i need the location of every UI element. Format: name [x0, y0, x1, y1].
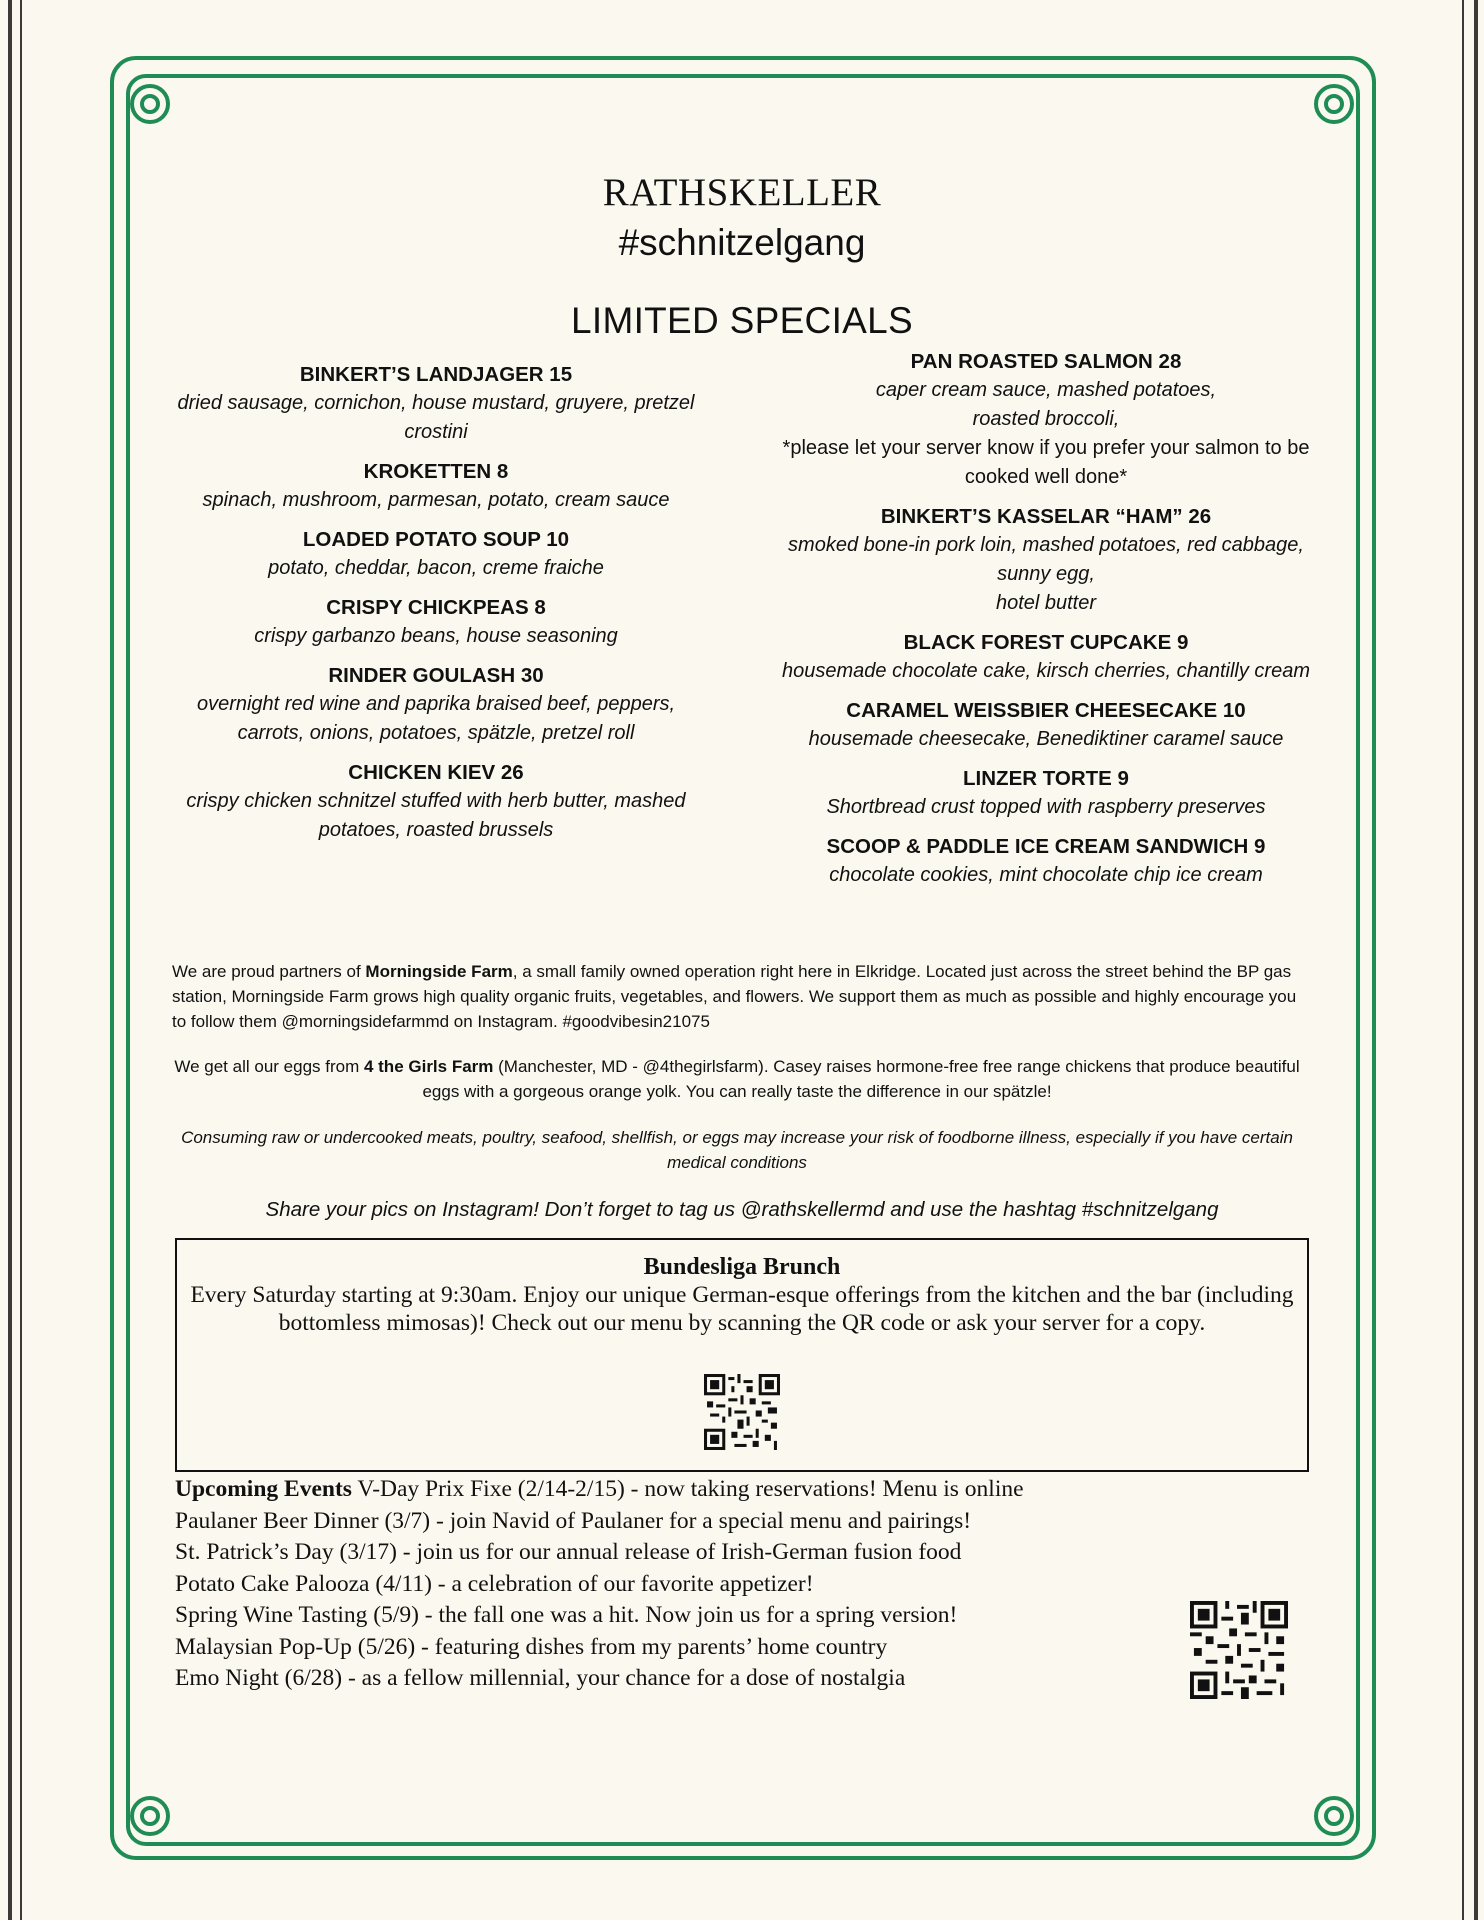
menu-item-name: SCOOP & PADDLE ICE CREAM SANDWICH 9 — [826, 835, 1266, 858]
event-item: St. Patrick’s Day (3/17) - join us for our annual release of Irish-German fusion food — [175, 1539, 962, 1565]
menu-item-desc: housemade cheesecake, Benediktiner caramel sauce — [808, 728, 1284, 750]
menu-item-name: CRISPY CHICKPEAS 8 — [326, 596, 546, 619]
eggs-farm-name: 4 the Girls Farm — [363, 1057, 494, 1076]
menu-item — [170, 457, 702, 515]
title-block — [0, 168, 1484, 268]
menu-item-desc: spinach, mushroom, parmesan, potato, cream sauce — [202, 489, 670, 511]
eggs-prefix: We get all our eggs from — [174, 1057, 364, 1076]
event-item: V-Day Prix Fixe (2/14-2/15) - now taking reservations! Menu is online — [357, 1476, 1024, 1502]
farm-text: , a small family owned operation right here in Elkridge. Located just across the street behind the BP gas station, Morningside Farm grows high quality organic fruits, vegetables, and flowers. We support them as much as possible and highly encourage you to follow them @morningsidefarmmd on Instagram. #goodvibesin21075 — [172, 962, 1297, 1031]
menu-item-desc: Shortbread crust topped with raspberry preserves — [826, 796, 1266, 818]
qr-code-icon[interactable] — [704, 1374, 780, 1450]
restaurant-name: RATHSKELLER — [602, 171, 882, 214]
menu-item — [170, 593, 702, 651]
menu-item-desc: roasted broccoli, — [972, 408, 1120, 430]
menu-item-name: PAN ROASTED SALMON 28 — [910, 350, 1182, 373]
event-item: Spring Wine Tasting (5/9) - the fall one was a hit. Now join us for a spring version! — [175, 1602, 958, 1628]
menu-item-name: BLACK FOREST CUPCAKE 9 — [903, 631, 1189, 654]
event-item: Emo Night (6/28) - as a fellow millennial, your chance for a dose of nostalgia — [175, 1665, 906, 1691]
menu-item-name: RINDER GOULASH 30 — [328, 664, 544, 687]
menu-item — [780, 347, 1312, 492]
menu-column-left — [170, 360, 702, 855]
menu-item-desc: crispy garbanzo beans, house seasoning — [254, 625, 618, 647]
menu-column-right — [780, 347, 1312, 900]
brunch-title: Bundesliga Brunch — [643, 1254, 841, 1280]
menu-item-name: BINKERT’S LANDJAGER 15 — [299, 363, 573, 386]
menu-item — [780, 628, 1312, 686]
header-hashtag: #schnitzelgang — [618, 222, 866, 263]
menu-item-desc: caper cream sauce, mashed potatoes, — [875, 379, 1217, 401]
menu-item-desc: crispy chicken schnitzel stuffed with herb butter, mashed potatoes, roasted brussels — [186, 790, 686, 841]
menu-item-desc: potato, cheddar, bacon, creme fraiche — [268, 557, 604, 579]
menu-item-desc: overnight red wine and paprika braised beef, peppers, carrots, onions, potatoes, spätzle, pretzel roll — [196, 693, 676, 744]
menu-item — [780, 502, 1312, 618]
section-title: LIMITED SPECIALS — [570, 300, 913, 341]
upcoming-events — [175, 1474, 1175, 1695]
menu-item-note: *please let your server know if you prefer your salmon to be cooked well done* — [782, 437, 1310, 488]
menu-item-name: KROKETTEN 8 — [363, 460, 509, 483]
menu-item — [170, 525, 702, 583]
menu-item — [780, 764, 1312, 822]
menu-item — [170, 360, 702, 447]
eggs-text: (Manchester, MD - @4thegirlsfarm). Casey raises hormone-free free range chickens that produce beautiful eggs with a gorgeous orange yolk. You can really taste the difference in our spätzle! — [422, 1057, 1300, 1101]
menu-item-desc: dried sausage, cornichon, house mustard, gruyere, pretzel crostini — [177, 392, 695, 443]
event-line — [175, 1474, 1175, 1506]
event-item: Malaysian Pop-Up (5/26) - featuring dishes from my parents’ home country — [175, 1633, 888, 1660]
menu-item-desc: housemade chocolate cake, kirsch cherries, chantilly cream — [781, 660, 1311, 682]
share-instagram-text: Share your pics on Instagram! Don’t forget to tag us @rathskellermd and use the hashtag #schnitzelgang — [265, 1198, 1219, 1221]
menu-item-desc: smoked bone-in pork loin, mashed potatoes, red cabbage, sunny egg, — [788, 534, 1304, 585]
menu-item-name: CHICKEN KIEV 26 — [348, 761, 524, 784]
farm-partner-paragraph — [172, 959, 1302, 1034]
events-heading: Upcoming Events — [175, 1476, 352, 1502]
event-item: Potato Cake Palooza (4/11) - a celebration of our favorite appetizer! — [175, 1570, 814, 1597]
farm-prefix: We are proud partners of — [172, 962, 366, 981]
menu-item-desc: chocolate cookies, mint chocolate chip ice cream — [829, 864, 1263, 886]
menu-item-name: LOADED POTATO SOUP 10 — [302, 528, 570, 551]
menu-item — [780, 832, 1312, 890]
menu-item — [170, 758, 702, 845]
event-item: Paulaner Beer Dinner (3/7) - join Navid of Paulaner for a special menu and pairings! — [175, 1507, 972, 1534]
food-safety-warning: Consuming raw or undercooked meats, poultry, seafood, shellfish, or eggs may increase your risk of foodborne illness, especially if you have certain medical conditions — [181, 1128, 1293, 1172]
menu-item — [780, 696, 1312, 754]
qr-code-icon[interactable] — [1190, 1601, 1288, 1699]
brunch-text: Every Saturday starting at 9:30am. Enjoy our unique German-esque offerings from the kitchen and the bar (including bottomless mimosas)! Check out our menu by scanning the QR code or ask your server for a copy. — [190, 1282, 1294, 1336]
menu-item — [170, 661, 702, 748]
menu-item-name: BINKERT’S KASSELAR “HAM” 26 — [880, 505, 1212, 528]
menu-item-desc: hotel butter — [995, 592, 1097, 614]
farm-name: Morningside Farm — [365, 962, 513, 981]
menu-item-name: LINZER TORTE 9 — [963, 767, 1129, 790]
menu-item-name: CARAMEL WEISSBIER CHEESECAKE 10 — [846, 699, 1246, 722]
egg-partner-paragraph — [172, 1054, 1302, 1104]
